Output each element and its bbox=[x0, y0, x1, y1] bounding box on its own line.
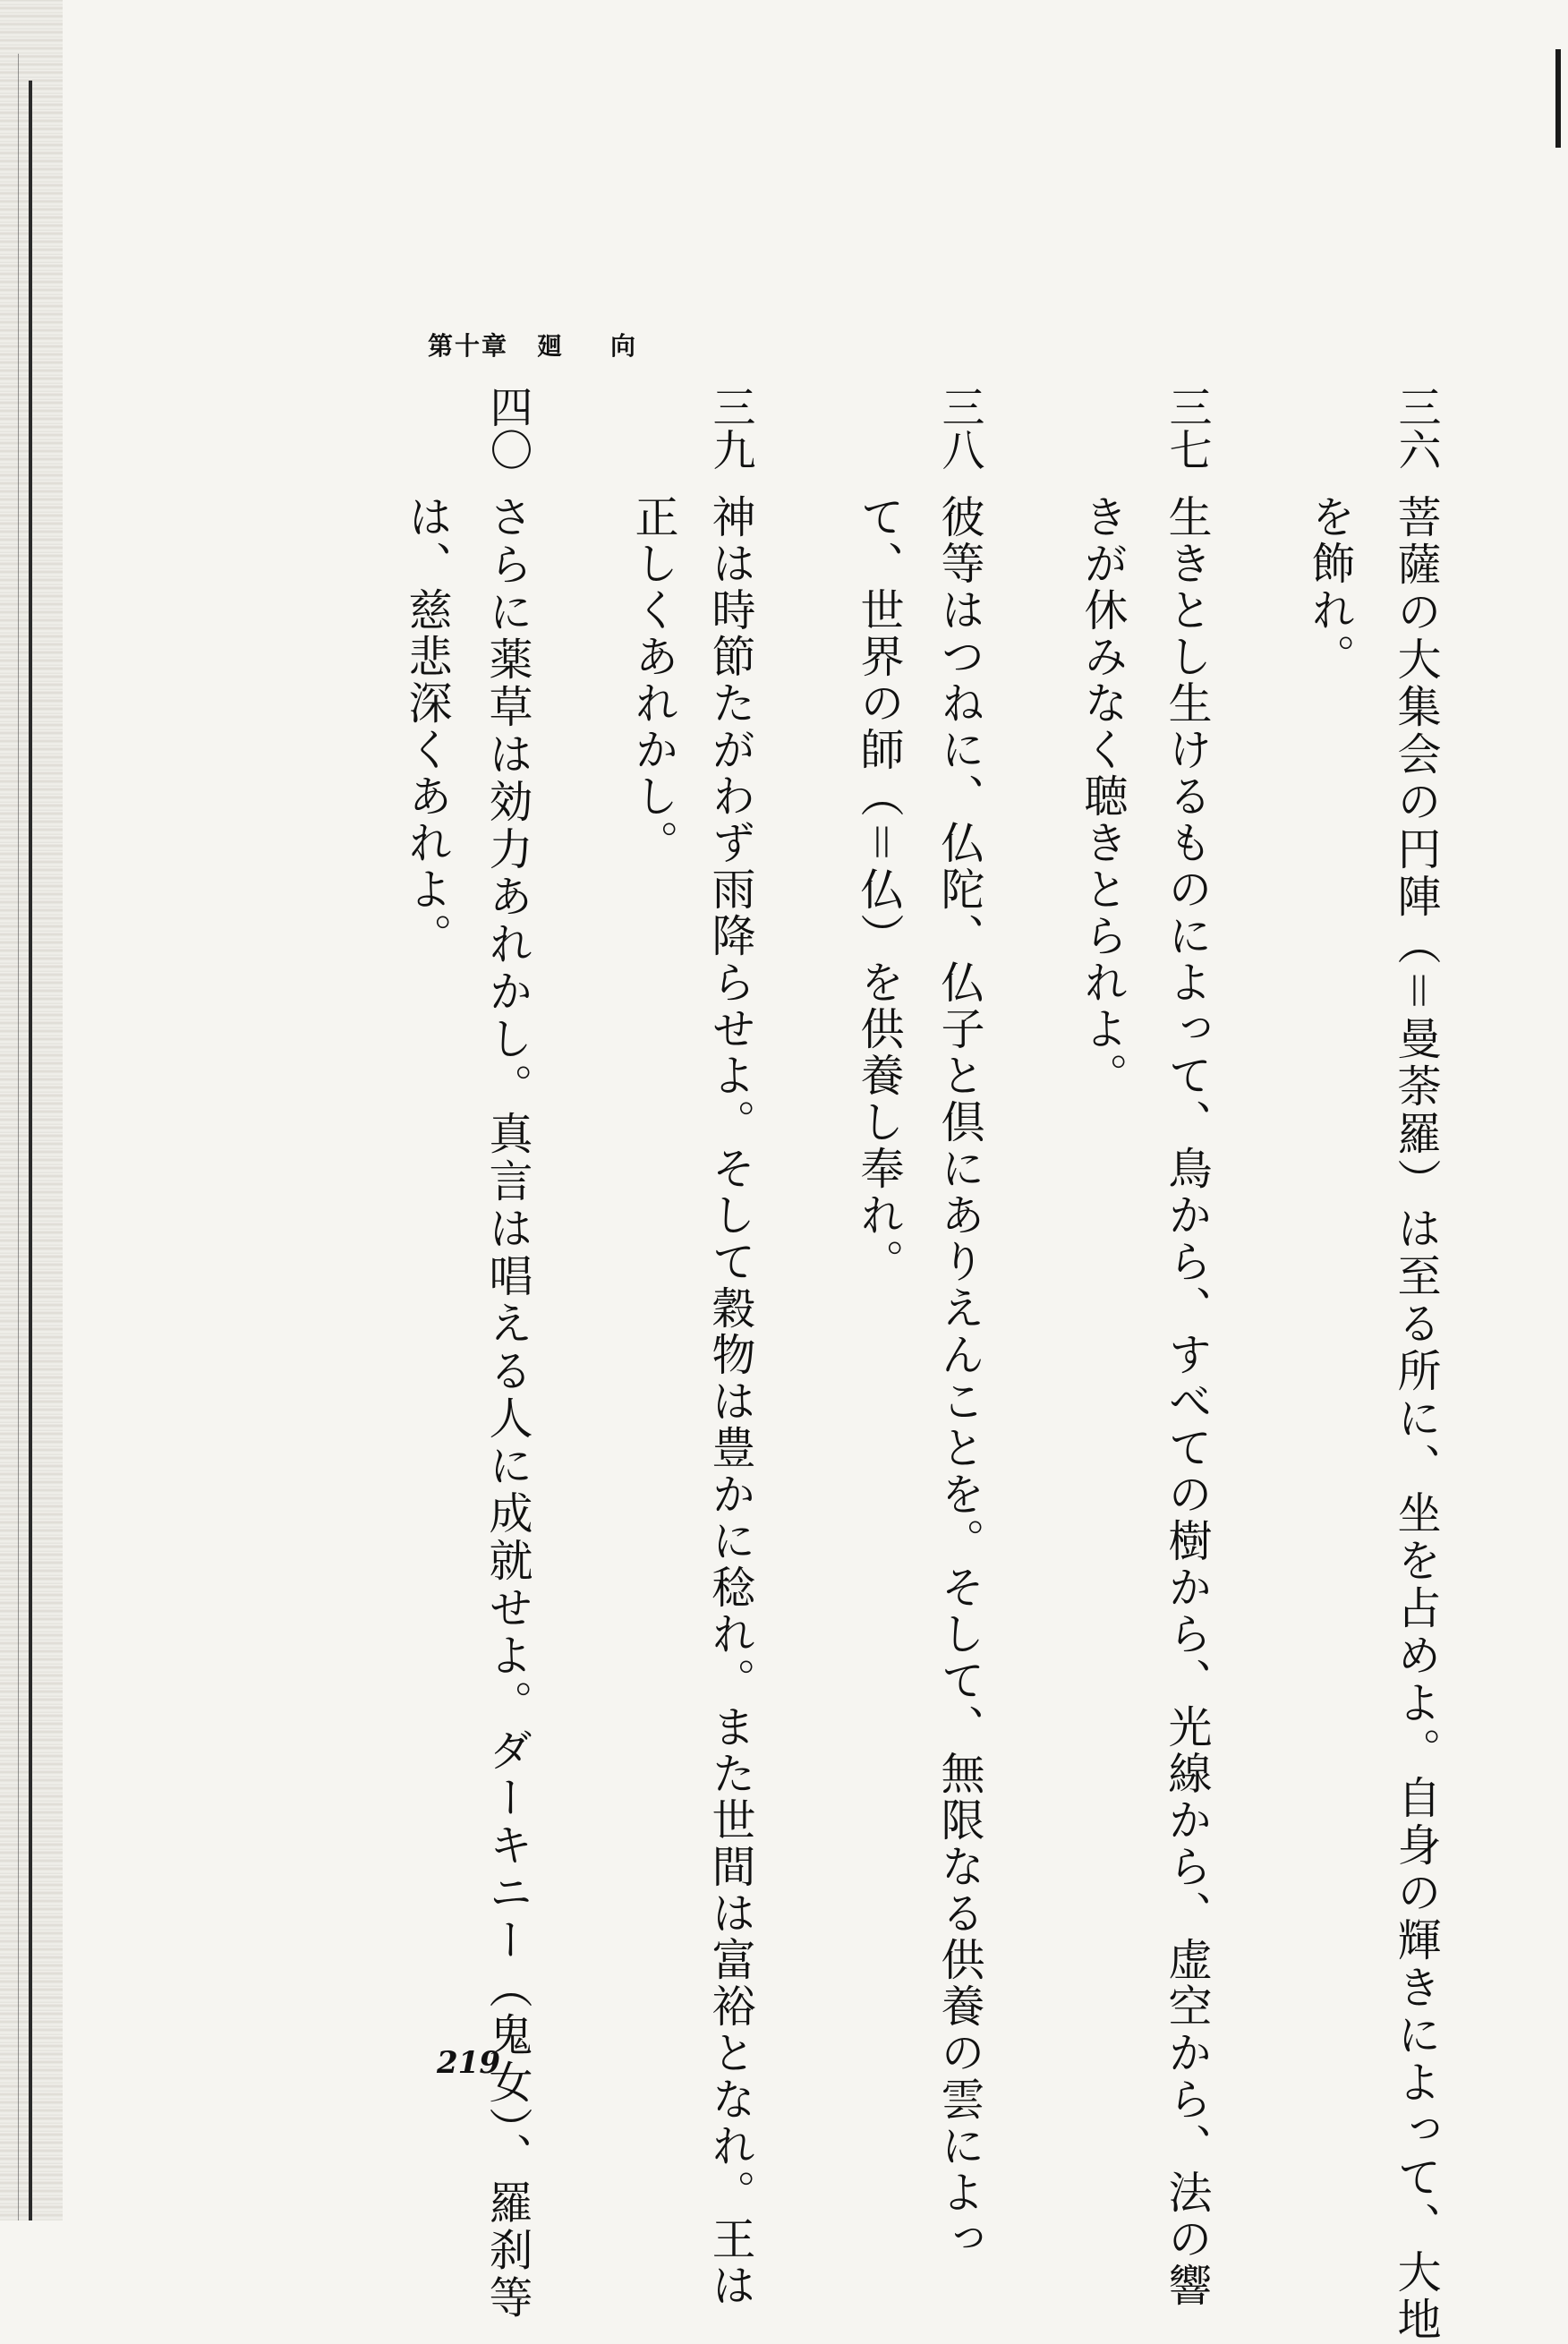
verse-37-line-2: きが休みなく聴きとられよ。 bbox=[1078, 494, 1129, 1099]
binding-rule bbox=[29, 81, 32, 2220]
verse-40-line-2: は、慈悲深くあれよ。 bbox=[402, 494, 453, 959]
verse-36-line-2: を飾れ。 bbox=[1305, 494, 1356, 680]
verse-38-line-1: 彼等はつねに、仏陀、仏子と倶にありえんことを。そして、無限なる供養の雲によっ bbox=[934, 494, 985, 2263]
verse-number-36: 三六 bbox=[1391, 385, 1441, 471]
verse-40-line-1: さらに薬草は効力あれかし。真言は唱える人に成就せよ。ダーキニー（鬼女）、羅刹等 bbox=[482, 494, 533, 2323]
verse-39-line-2: 正しくあれかし。 bbox=[628, 494, 679, 866]
verse-number-37: 三七 bbox=[1162, 385, 1212, 471]
verse-36-line-1: 菩薩の大集会の円陣（＝曼荼羅）は至る所に、坐を占めよ。自身の輝きによって、大地 bbox=[1391, 494, 1442, 2344]
verse-number-40: 四〇 bbox=[482, 385, 533, 471]
page-number: 219 bbox=[437, 2045, 500, 2081]
verse-number-38: 三八 bbox=[934, 385, 984, 471]
page-edge-mark bbox=[1555, 49, 1561, 148]
running-header-title-1: 廻 bbox=[537, 331, 565, 361]
verse-number-39: 三九 bbox=[705, 385, 755, 471]
running-header-title-2: 向 bbox=[610, 331, 638, 361]
binding-edge-line bbox=[18, 54, 19, 2220]
verse-39-line-1: 神は時節たがわず雨降らせよ。そして穀物は豊かに稔れ。また世間は富裕となれ。王は bbox=[705, 494, 756, 2309]
running-header-chapter: 第十章 bbox=[428, 331, 509, 361]
verse-37-line-1: 生きとし生けるものによって、鳥から、すべての樹から、光線から、虚空から、法の響 bbox=[1162, 494, 1213, 2309]
verse-38-line-2: て、世界の師（＝仏）を供養し奉れ。 bbox=[854, 494, 905, 1285]
